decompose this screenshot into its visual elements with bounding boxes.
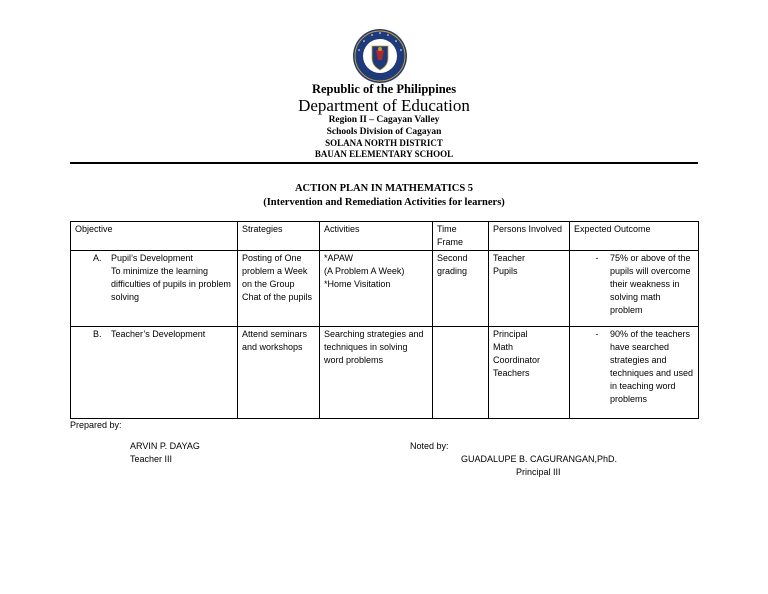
table-header-row [71,222,699,251]
outcome-bullet: - [595,253,599,263]
outcome-text: 90% of the teachers have searched strategies and techniques and used in teaching word problems [610,329,694,404]
objective-letter: A. [93,253,102,263]
person-line: Teacher [493,253,526,263]
person-line: Pupils [493,266,518,276]
header-divider [70,162,698,164]
person-line: Coordinator [493,355,541,365]
objective-letter: B. [93,329,102,339]
deped-seal-logo [352,28,408,84]
preparer-position: Teacher III [130,454,173,464]
person-line: Principal [493,329,528,339]
activity-line: (A Problem A Week) [324,266,405,276]
objective-cell [71,251,238,327]
person-line: Teachers [493,368,530,378]
preparer-name: ARVIN P. DAYAG [130,441,200,451]
table-row [71,251,699,327]
activities-cell: Searching strategies and techniques in solving word problems [320,327,433,419]
republic-heading: Republic of the Philippines [311,82,457,96]
time-frame-cell: Second grading [433,251,489,327]
objective-text: To minimize the learning difficulties of pupils in problem solving [111,266,231,302]
outcome-cell [570,327,699,419]
department-heading: Department of Education [298,96,470,115]
outcome-text: 75% or above of the pupils will overcome their weakness in solving math problem [610,253,691,315]
header-persons: Persons Involved [489,222,570,251]
district-line: SOLANA NORTH DISTRICT [325,138,443,148]
person-line: Math [493,342,514,352]
prepared-by-label: Prepared by: [70,420,122,430]
objective-title: Teacher’s Development [111,329,206,339]
activities-cell [320,251,433,327]
header-time-frame: Time Frame [433,222,489,251]
activity-line: *APAW [324,253,354,263]
outcome-bullet: - [595,329,599,339]
school-line: BAUAN ELEMENTARY SCHOOL [314,149,454,159]
header-strategies: Strategies [238,222,320,251]
header-outcome: Expected Outcome [570,222,699,251]
plan-subtitle: (Intervention and Remediation Activities for learners) [263,197,505,208]
persons-cell [489,251,570,327]
table-row [71,327,699,419]
persons-cell [489,327,570,419]
action-plan-table [70,221,699,419]
header-activities: Activities [320,222,433,251]
strategies-cell: Attend seminars and workshops [238,327,320,419]
time-frame-cell [433,327,489,419]
header-objective: Objective [71,222,238,251]
division-line: Schools Division of Cagayan [326,127,442,137]
noted-by-position: Principal III [516,467,561,477]
noted-by-label: Noted by: [410,441,449,451]
region-line: Region II – Cagayan Valley [328,115,440,125]
objective-cell [71,327,238,419]
objective-title: Pupil’s Development [111,253,193,263]
noted-by-name: GUADALUPE B. CAGURANGAN,PhD. [461,454,618,464]
plan-title: ACTION PLAN IN MATHEMATICS 5 [294,183,474,194]
outcome-cell [570,251,699,327]
strategies-cell: Posting of One problem a Week on the Group Chat of the pupils [238,251,320,327]
activity-line: *Home Visitation [324,279,391,289]
